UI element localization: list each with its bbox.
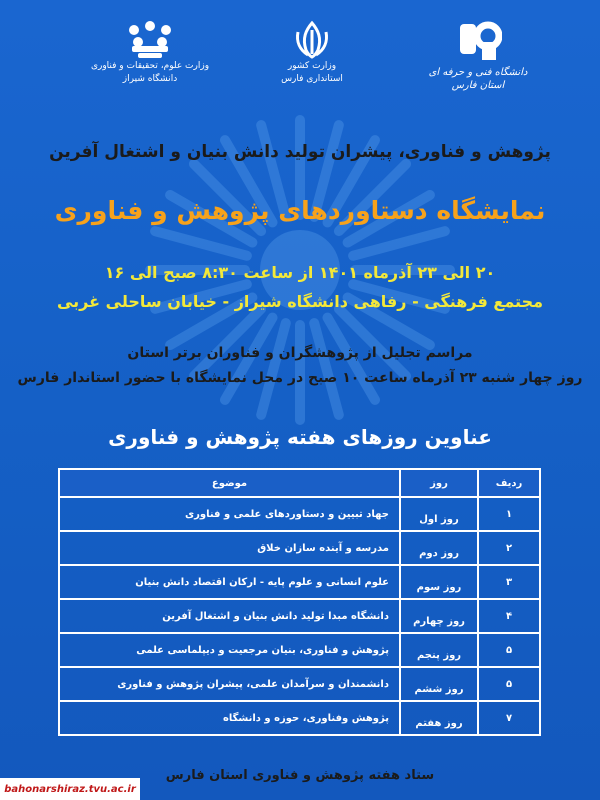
row-number: ۵	[477, 668, 539, 700]
row-number: ۵	[477, 634, 539, 666]
sun-ray	[194, 309, 261, 376]
venue-line: مجتمع فرهنگی - رفاهی دانشگاه شیراز - خیابان ساحلی غربی	[56, 292, 544, 311]
row-day-label: روز چهارم	[413, 615, 465, 627]
row-day-label: روز ششم	[414, 683, 464, 695]
row-topic: پژوهش و فناوری، بنیان مرجعیت و دیپلماسی علمی	[136, 644, 389, 656]
row-day-label: روز پنجم	[416, 649, 462, 661]
tvu-name: دانشگاه فنی و حرفه ای	[428, 67, 528, 78]
shiraz-university-logo	[80, 20, 220, 86]
ministry-interior-logo	[262, 20, 362, 86]
row-day	[399, 634, 477, 666]
row-number: ۷	[477, 702, 539, 734]
row-day-label: روز اول	[419, 513, 459, 525]
row-day	[399, 498, 477, 530]
row-day	[399, 600, 477, 632]
header-day: روز	[399, 470, 477, 496]
table-row	[60, 566, 539, 600]
table-row	[60, 634, 539, 668]
headline: پژوهش و فناوری، پیشران تولید دانش بنیان و اشتغال آفرین	[49, 142, 551, 162]
table-row	[60, 668, 539, 702]
row-number: ۳	[477, 566, 539, 598]
row-day	[399, 532, 477, 564]
week-schedule-table	[58, 468, 541, 736]
header-topic: موضوع	[211, 477, 248, 489]
table-header-row	[60, 470, 539, 498]
website-badge[interactable]: bahonarshiraz.tvu.ac.ir	[0, 778, 140, 800]
row-day	[399, 566, 477, 598]
row-number: ۱	[477, 498, 539, 530]
row-topic: علوم انسانی و علوم پایه - ارکان اقتصاد دانش بنیان	[135, 576, 389, 588]
table-row	[60, 702, 539, 734]
ceremony-line-1: مراسم تجلیل از پژوهشگران و فناوران برتر استان	[127, 345, 473, 361]
row-number: ۴	[477, 600, 539, 632]
row-day	[399, 668, 477, 700]
date-line: ۲۰ الی ۲۳ آذرماه ۱۴۰۱ از ساعت ۸:۳۰ صبح الی ۱۶	[104, 263, 496, 282]
table-row	[60, 600, 539, 634]
table-row	[60, 532, 539, 566]
tvu-province: استان فارس	[451, 80, 505, 91]
row-day-label: روز سوم	[416, 581, 462, 593]
msrt-name: وزارت علوم، تحقیقات و فناوری	[90, 61, 210, 71]
shiraz-university-name: دانشگاه شیراز	[122, 74, 178, 84]
iran-emblem-icon	[292, 20, 332, 60]
sun-ray	[339, 309, 406, 376]
tvu-logo	[418, 20, 538, 92]
tvu-emblem-icon	[454, 20, 502, 66]
row-topic: مدرسه و آینده سازان خلاق	[257, 542, 389, 554]
table-title: عناوین روزهای هفته پژوهش و فناوری	[108, 425, 492, 449]
row-topic: دانشگاه مبدا تولید دانش بنیان و اشتغال آفرین	[162, 610, 389, 622]
row-topic: جهاد تبیین و دستاوردهای علمی و فناوری	[184, 508, 389, 520]
row-topic: دانشمندان و سرآمدان علمی، پیشران پژوهش و فناوری	[117, 678, 389, 690]
row-day-label: روز هفتم	[415, 717, 463, 729]
row-topic: پژوهش وفناوری، حوزه و دانشگاه	[222, 712, 389, 724]
footer-organizer: ستاد هفته پژوهش و فناوری استان فارس	[165, 768, 435, 783]
ceremony-line-2: روز چهار شنبه ۲۳ آذرماه ساعت ۱۰ صبح در محل نمایشگاه با حضور استاندار فارس	[17, 370, 583, 386]
page-title: نمایشگاه دستاوردهای پژوهش و فناوری	[54, 196, 546, 225]
table-row	[60, 498, 539, 532]
row-day	[399, 702, 477, 734]
row-day-label: روز دوم	[419, 547, 459, 559]
header-row-number: ردیف	[477, 470, 539, 496]
shiraz-university-emblem-icon	[124, 20, 176, 60]
fars-governorate-name: استانداری فارس	[281, 74, 343, 84]
ministry-interior-name: وزارت کشور	[287, 61, 337, 71]
row-number: ۲	[477, 532, 539, 564]
